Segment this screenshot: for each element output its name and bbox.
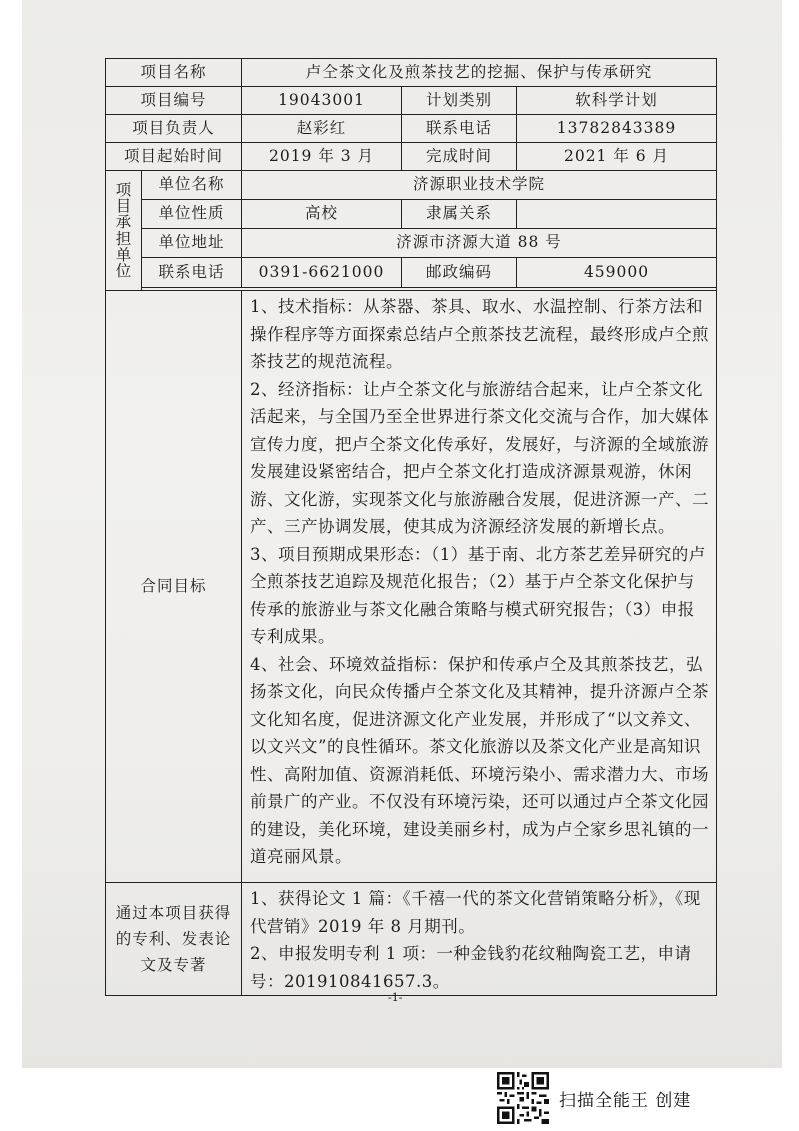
row-achievements (106, 883, 717, 996)
phone-value: 13782843389 (517, 115, 717, 143)
row-unit-address (106, 229, 717, 258)
achievement-item: 2、申报发明专利 1 项：一种金钱豹花纹釉陶瓷工艺，申请号：201910841657.3。 (250, 944, 692, 991)
row-unit-nature (106, 200, 717, 229)
leader-value: 赵彩红 (242, 115, 402, 143)
start-value: 2019 年 3 月 (242, 143, 402, 171)
unit-group-char: 担 (115, 229, 132, 248)
plan-type-label: 计划类别 (402, 87, 517, 115)
contract-paragraph: 4、社会、环境效益指标：保护和传承卢仝及其煎茶技艺，弘扬茶文化，向民众传播卢仝茶文化及其精神，提升济源卢仝茶文化知名度，促进济源文化产业发展，并形成了“以文养文、以文兴文”的良性循环。茶文化旅游以及茶文化产业是高知识性、高附加值、资源消耗低、环境污染小、需求潜力大、市场前景广的产业。不仅没有环境污染，还可以通过卢仝茶文化园的建设，美化环境，建设美丽乡村，成为卢仝家乡思礼镇的一道亮丽风景。 (250, 654, 710, 866)
affiliation-value (517, 200, 717, 229)
row-leader (106, 115, 717, 143)
qr-code-icon (497, 1072, 549, 1124)
unit-group-char: 位 (115, 262, 132, 281)
unit-group-char: 目 (115, 196, 132, 215)
project-form-table (105, 58, 717, 996)
project-number-value: 19043001 (242, 87, 402, 115)
end-label: 完成时间 (402, 143, 517, 171)
unit-phone-label: 联系电话 (142, 258, 242, 288)
unit-nature-label: 单位性质 (142, 200, 242, 229)
phone-label: 联系电话 (402, 115, 517, 143)
achievements-label: 通过本项目获得的专利、发表论文及专著 (106, 883, 242, 996)
postcode-label: 邮政编码 (402, 258, 517, 288)
project-name-value: 卢仝茶文化及煎茶技艺的挖掘、保护与传承研究 (242, 59, 717, 87)
unit-group-label (106, 171, 142, 291)
unit-name-label: 单位名称 (142, 171, 242, 200)
start-label: 项目起始时间 (106, 143, 242, 171)
plan-type-value: 软科学计划 (517, 87, 717, 115)
row-dates (106, 143, 717, 171)
unit-address-value: 济源市济源大道 88 号 (242, 229, 717, 258)
scanner-watermark (497, 1072, 691, 1124)
end-value: 2021 年 6 月 (517, 143, 717, 171)
contract-paragraph: 1、技术指标：从茶器、茶具、取水、水温控制、行茶方法和操作程序等方面探索总结卢仝煎茶技艺流程，最终形成卢仝煎茶技艺的规范流程。 (250, 297, 710, 371)
achievements-text (242, 883, 717, 996)
contract-text (242, 291, 717, 883)
affiliation-label: 隶属关系 (402, 200, 517, 229)
row-project-name (106, 59, 717, 87)
contract-label: 合同目标 (106, 291, 242, 883)
unit-phone-value: 0391-6621000 (242, 258, 402, 288)
unit-group-char: 项 (115, 180, 132, 199)
row-unit-name (106, 171, 717, 200)
contract-paragraph: 2、经济指标：让卢仝茶文化与旅游结合起来，让卢仝茶文化活起来，与全国乃至全世界进行茶文化交流与合作，加大媒体宣传力度，把卢仝茶文化传承好，发展好，与济源的全域旅游发展建设紧密结合，把卢仝茶文化打造成济源景观游，休闲游、文化游，实现茶文化与旅游融合发展，促进济源一产、二产、三产协调发展，使其成为济源经济发展的新增长点。 (250, 379, 710, 536)
row-unit-phone (106, 258, 717, 288)
contract-paragraph: 3、项目预期成果形态：（1）基于南、北方茶艺差异研究的卢仝煎茶技艺追踪及规范化报告；（2）基于卢仝茶文化保护与传承的旅游业与茶文化融合策略与模式研究报告；（3）申报专利成果。 (250, 544, 706, 646)
unit-address-label: 单位地址 (142, 229, 242, 258)
page-number: -1- (388, 991, 403, 1004)
row-project-number (106, 87, 717, 115)
unit-group-char: 承 (115, 213, 132, 232)
project-name-label: 项目名称 (106, 59, 242, 87)
unit-name-value: 济源职业技术学院 (242, 171, 717, 200)
row-contract (106, 291, 717, 883)
unit-nature-value: 高校 (242, 200, 402, 229)
leader-label: 项目负责人 (106, 115, 242, 143)
scanner-credit: 扫描全能王 创建 (559, 1090, 692, 1111)
postcode-value: 459000 (517, 258, 717, 288)
achievement-item: 1、获得论文 1 篇：《千禧一代的茶文化营销策略分析》，《现代营销》2019 年 8 月期刊。 (250, 889, 701, 936)
project-number-label: 项目编号 (106, 87, 242, 115)
unit-group-char: 单 (115, 245, 132, 264)
